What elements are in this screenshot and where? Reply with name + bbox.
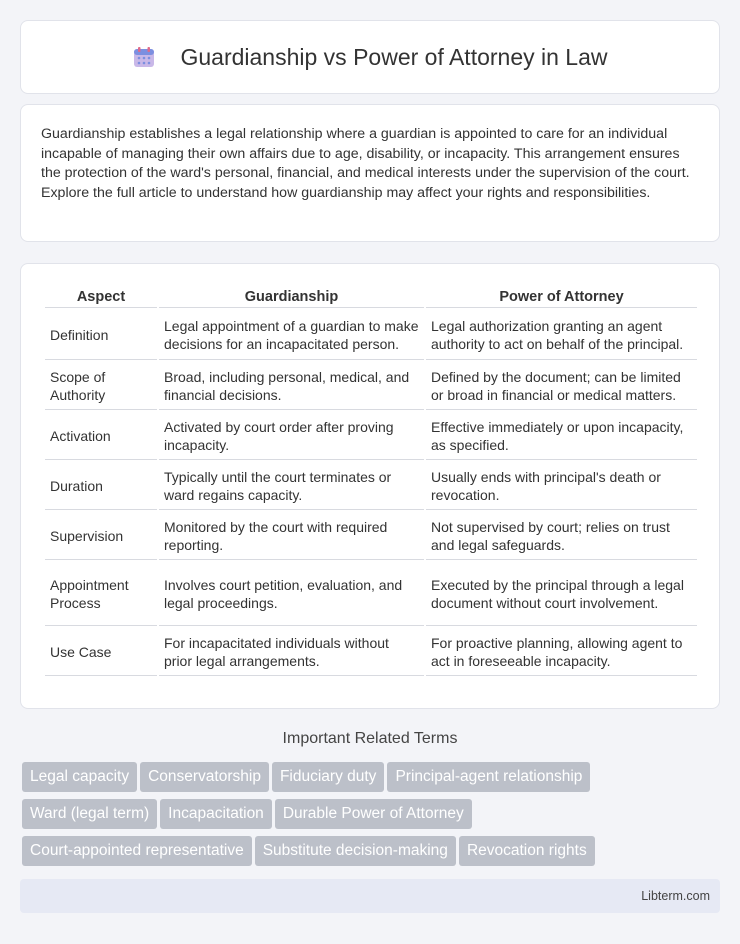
tag-incapacitation[interactable]: Incapacitation	[160, 799, 272, 829]
related-terms-title: Important Related Terms	[282, 730, 458, 747]
intro-card	[20, 104, 720, 242]
tag-substitute-decision-making[interactable]: Substitute decision-making	[255, 836, 456, 866]
intro-text: Guardianship establishes a legal relationship where a guardian is appointed to care for an individual incapable of managing their own affairs due to age, disability, or incapacity. This arrangement ensures the protection of the ward's personal, financial, and medical interests under the supervision of the court. Explore the full article to understand how guardianship may affect your rights and responsibilities.	[41, 126, 690, 201]
row-power-of-attorney: Not supervised by court; relies on trust and legal safeguards.	[426, 512, 697, 560]
tag-court-appointed-representative[interactable]: Court-appointed representative	[22, 836, 252, 866]
row-aspect: Definition	[45, 310, 157, 360]
footer-link[interactable]: Libterm.com	[641, 889, 710, 903]
row-guardianship: Involves court petition, evaluation, and legal proceedings.	[159, 562, 424, 626]
row-aspect: Scope of Authority	[45, 362, 157, 410]
header-guardianship: Guardianship	[159, 286, 424, 308]
tag-durable-power-of-attorney[interactable]: Durable Power of Attorney	[275, 799, 472, 829]
row-guardianship: Activated by court order after proving incapacity.	[159, 412, 424, 460]
table-row	[45, 362, 697, 410]
calendar-icon	[132, 45, 156, 69]
row-aspect: Supervision	[45, 512, 157, 560]
row-aspect: Use Case	[45, 628, 157, 676]
row-power-of-attorney: For proactive planning, allowing agent to act in foreseeable incapacity.	[426, 628, 697, 676]
table-row	[45, 628, 697, 676]
table-row	[45, 562, 697, 626]
tag-conservatorship[interactable]: Conservatorship	[140, 762, 269, 792]
tag-principal-agent-relationship[interactable]: Principal-agent relationship	[387, 762, 590, 792]
page-title: Guardianship vs Power of Attorney in Law	[180, 43, 608, 70]
row-power-of-attorney: Usually ends with principal's death or revocation.	[426, 462, 697, 510]
tag-fiduciary-duty[interactable]: Fiduciary duty	[272, 762, 384, 792]
table-row	[45, 310, 697, 360]
tag-revocation-rights[interactable]: Revocation rights	[459, 836, 595, 866]
table-header-row	[45, 286, 697, 308]
row-guardianship: Broad, including personal, medical, and financial decisions.	[159, 362, 424, 410]
row-power-of-attorney: Effective immediately or upon incapacity, as specified.	[426, 412, 697, 460]
row-guardianship: Typically until the court terminates or ward regains capacity.	[159, 462, 424, 510]
header-aspect: Aspect	[45, 286, 157, 308]
comparison-table	[43, 284, 699, 678]
table-row	[45, 412, 697, 460]
row-guardianship: Monitored by the court with required reporting.	[159, 512, 424, 560]
header-power-of-attorney: Power of Attorney	[426, 286, 697, 308]
row-aspect: Activation	[45, 412, 157, 460]
row-aspect: Duration	[45, 462, 157, 510]
header-card	[20, 20, 720, 94]
row-guardianship: For incapacitated individuals without prior legal arrangements.	[159, 628, 424, 676]
footer	[20, 879, 720, 913]
row-guardianship: Legal appointment of a guardian to make decisions for an incapacitated person.	[159, 310, 424, 360]
row-aspect: Appointment Process	[45, 562, 157, 626]
row-power-of-attorney: Defined by the document; can be limited or broad in financial or medical matters.	[426, 362, 697, 410]
tag-legal-capacity[interactable]: Legal capacity	[22, 762, 137, 792]
row-power-of-attorney: Executed by the principal through a legal document without court involvement.	[426, 562, 697, 626]
comparison-card	[20, 263, 720, 709]
row-power-of-attorney: Legal authorization granting an agent authority to act on behalf of the principal.	[426, 310, 697, 360]
related-terms-list	[22, 762, 722, 873]
tag-ward[interactable]: Ward (legal term)	[22, 799, 157, 829]
table-row	[45, 512, 697, 560]
table-row	[45, 462, 697, 510]
